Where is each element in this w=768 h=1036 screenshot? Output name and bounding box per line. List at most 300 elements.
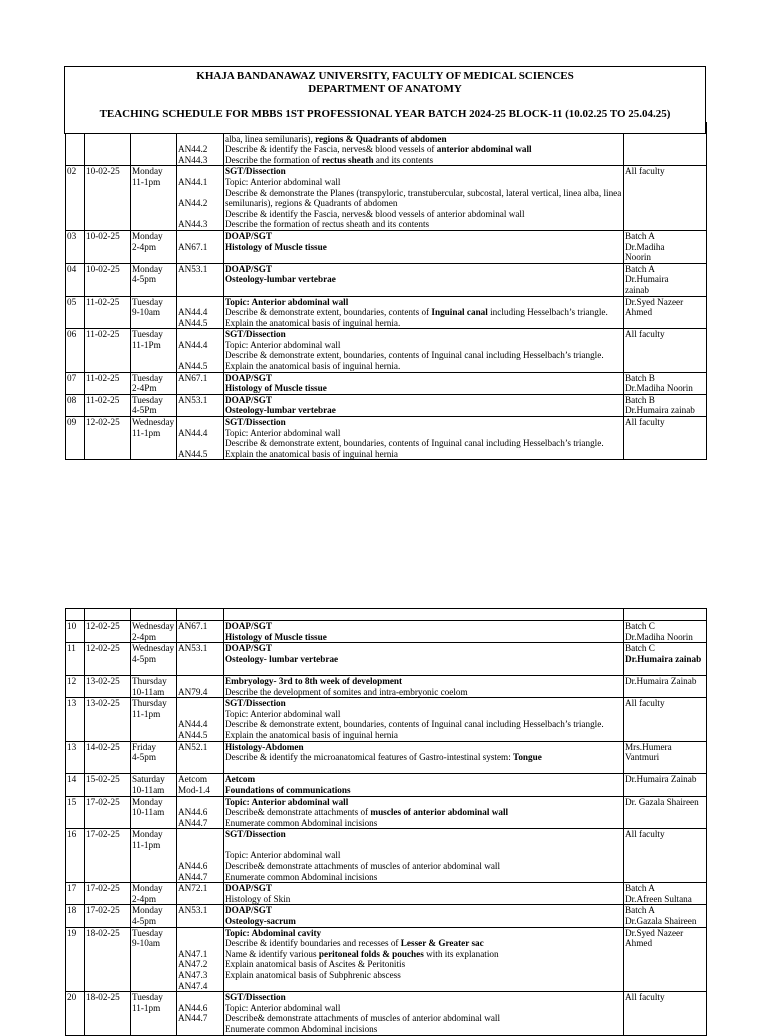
text-line	[625, 742, 705, 753]
text-run: Batch A	[625, 905, 655, 916]
text-line	[625, 938, 705, 949]
schedule-table-1	[65, 122, 707, 460]
row-number: 06	[66, 329, 85, 372]
text-line	[225, 329, 622, 340]
table-row	[66, 992, 707, 1035]
text-run: Dr.Afreen Sultana	[625, 893, 692, 904]
table-row	[66, 927, 707, 992]
text-line	[178, 307, 222, 318]
text-run: Dr.Humaira Zainab	[625, 774, 697, 785]
text-run: Histology of Muscle tissue	[225, 631, 327, 642]
text-line	[132, 992, 175, 1003]
text-line	[625, 928, 705, 939]
text-run: DOAP/SGT	[225, 643, 272, 654]
text-run: AN44.1	[178, 176, 208, 187]
text-run: All faculty	[625, 829, 665, 840]
topic-description	[224, 698, 624, 741]
faculty	[624, 230, 707, 263]
faculty	[624, 992, 707, 1035]
text-run: 11-1pm	[132, 708, 161, 719]
faculty	[624, 394, 707, 416]
text-run: Dr. Gazala Shaireen	[625, 796, 699, 807]
text-line	[625, 916, 705, 927]
text-line	[225, 970, 622, 981]
faculty	[624, 675, 707, 697]
text-line	[625, 417, 705, 428]
text-run: Describe& demonstrate attachments of muscles of anterior abdominal wall	[225, 1013, 501, 1024]
text-line	[225, 155, 622, 166]
text-run: Monday	[132, 166, 163, 177]
text-line	[225, 209, 622, 220]
table-row	[66, 829, 707, 883]
text-line	[625, 373, 705, 384]
text-run: AN72.1	[178, 883, 208, 894]
text-run: including Hesselbach’s triangle.	[487, 307, 608, 318]
competency-codes	[177, 905, 224, 927]
text-line	[225, 318, 622, 329]
text-run: Describe the development of somites and intra-embryonic coelom	[225, 686, 468, 697]
text-line	[132, 928, 175, 939]
competency-codes	[177, 774, 224, 796]
text-run: Vantmuri	[625, 752, 660, 763]
text-line	[178, 970, 222, 981]
text-run: Topic: Anterior abdominal wall	[225, 1002, 341, 1013]
row-day-time	[131, 643, 177, 676]
text-line	[178, 242, 222, 253]
row-date: 18-02-25	[85, 927, 131, 992]
faculty	[624, 741, 707, 774]
text-run: AN47.2	[178, 959, 208, 970]
text-line	[132, 797, 175, 808]
text-line	[225, 621, 622, 632]
text-run: Dr.Madiha Noorin	[625, 383, 693, 394]
text-run: Describe & demonstrate the Planes (transpyloric, transtubercular, subcostal, lateral vertical, linea alba, linea	[225, 187, 622, 198]
text-run: Tuesday	[132, 372, 163, 383]
text-run: DOAP/SGT	[225, 230, 272, 241]
text-run: Tuesday	[132, 329, 163, 340]
text-run: AN47.3	[178, 970, 208, 980]
table-row	[66, 643, 707, 676]
text-run: AN44.5	[178, 729, 208, 740]
table-row	[66, 166, 707, 231]
text-run: 11-1pm	[132, 839, 161, 850]
text-run: 10-11am	[132, 807, 165, 818]
table-row	[66, 621, 707, 643]
text-line	[625, 231, 705, 242]
department-name: DEPARTMENT OF ANATOMY	[308, 83, 462, 95]
text-line	[225, 850, 622, 861]
table-row	[66, 394, 707, 416]
competency-codes	[177, 296, 224, 329]
text-run: All faculty	[625, 417, 665, 428]
text-line	[225, 428, 622, 439]
text-run: AN44.7	[178, 1013, 208, 1024]
table-row	[66, 796, 707, 829]
text-run: DOAP/SGT	[225, 905, 272, 916]
competency-codes	[177, 166, 224, 231]
row-date: 11-02-25	[85, 296, 131, 329]
text-line	[178, 329, 222, 340]
row-day-time	[131, 296, 177, 329]
text-run: Aetcom	[225, 774, 256, 785]
text-line	[132, 785, 175, 796]
text-run: All faculty	[625, 329, 665, 340]
faculty	[624, 372, 707, 394]
text-run: Aetcom	[178, 774, 208, 785]
row-date: 14-02-25	[85, 741, 131, 774]
text-run: Tuesday	[132, 296, 163, 307]
text-run: Histology of Muscle tissue	[225, 241, 327, 252]
text-run: AN44.6	[178, 861, 208, 872]
text-run: Batch B	[625, 372, 655, 383]
text-run: alba, linea semilunaris),	[225, 133, 316, 144]
row-date: 11-02-25	[85, 394, 131, 416]
text-line	[225, 730, 622, 741]
text-run: AN44.3	[178, 154, 208, 165]
text-line	[225, 350, 622, 361]
text-line	[225, 219, 622, 230]
text-run: Batch A	[625, 883, 655, 894]
text-line	[132, 274, 175, 285]
text-run: 2-4pm	[132, 893, 156, 904]
topic-description	[224, 329, 624, 372]
text-line	[132, 654, 175, 665]
text-line	[178, 231, 222, 242]
text-line	[625, 829, 705, 840]
text-line	[625, 329, 705, 340]
text-line	[225, 872, 622, 883]
row-number: 09	[66, 417, 85, 460]
topic-description	[224, 263, 624, 296]
text-line	[625, 395, 705, 406]
text-line	[132, 621, 175, 632]
text-line	[225, 307, 622, 318]
text-line	[132, 297, 175, 308]
row-date: 13-02-25	[85, 675, 131, 697]
text-line	[178, 698, 222, 709]
text-run: Batch A	[625, 230, 655, 241]
text-line	[132, 938, 175, 949]
row-day-time	[131, 372, 177, 394]
text-line	[132, 676, 175, 687]
text-line	[178, 144, 222, 155]
text-run: AN53.1	[178, 394, 208, 405]
text-run: Enumerate common Abdominal incisions	[225, 1023, 378, 1034]
text-line	[178, 340, 222, 351]
row-number: 17	[66, 883, 85, 905]
text-run: Wednesday	[132, 621, 175, 631]
row-date: 18-02-25	[85, 992, 131, 1035]
text-line	[178, 1003, 222, 1014]
text-run: Saturday	[132, 774, 165, 785]
text-run: Describe & identify the Fascia, nerves& blood vessels of anterior abdominal wall	[225, 208, 525, 219]
text-line	[625, 883, 705, 894]
text-line	[225, 763, 622, 774]
row-number: 15	[66, 796, 85, 829]
text-line	[225, 177, 622, 188]
text-run: AN44.7	[178, 817, 208, 828]
text-line	[178, 883, 222, 894]
row-date: 17-02-25	[85, 905, 131, 927]
faculty	[624, 927, 707, 992]
text-line	[625, 894, 705, 905]
row-day-time	[131, 329, 177, 372]
text-line	[132, 709, 175, 720]
text-line	[178, 905, 222, 916]
row-number: 11	[66, 643, 85, 676]
text-line	[225, 632, 622, 643]
text-line	[132, 840, 175, 851]
faculty	[624, 774, 707, 796]
text-run: Noorin	[625, 252, 652, 263]
competency-codes	[177, 417, 224, 460]
text-line	[178, 850, 222, 861]
text-line	[625, 654, 705, 665]
text-run: Foundations of communications	[225, 784, 351, 795]
topic-description	[224, 166, 624, 231]
text-line	[625, 274, 705, 285]
text-run: All faculty	[625, 166, 665, 177]
text-run: Inguinal canal	[431, 307, 488, 318]
text-line	[625, 797, 705, 808]
text-run: Monday	[132, 263, 163, 274]
text-run: DOAP/SGT	[225, 263, 272, 274]
text-run: 4-5pm	[132, 916, 156, 927]
text-run: DOAP/SGT	[225, 621, 272, 631]
text-line	[178, 395, 222, 406]
text-line	[132, 829, 175, 840]
text-line	[225, 373, 622, 384]
row-day-time	[131, 992, 177, 1035]
text-line	[225, 643, 622, 654]
text-line	[225, 928, 622, 939]
text-line	[178, 438, 222, 449]
text-line	[132, 698, 175, 709]
text-line	[625, 752, 705, 763]
text-run: AN44.6	[178, 1002, 208, 1013]
text-run: Mod-1.4	[178, 784, 210, 795]
text-run: All faculty	[625, 992, 665, 1003]
competency-codes	[177, 621, 224, 643]
text-run: AN44.6	[178, 807, 208, 818]
row-day-time	[131, 883, 177, 905]
text-run: Monday	[132, 829, 163, 840]
text-run: Batch C	[625, 621, 655, 631]
text-line	[225, 242, 622, 253]
text-run: AN44.3	[178, 219, 208, 230]
text-line	[178, 676, 222, 687]
text-line	[178, 449, 222, 460]
text-run: rectus sheath	[321, 154, 374, 165]
text-line	[178, 177, 222, 188]
row-number: 07	[66, 372, 85, 394]
text-run: Histology-Abdomen	[225, 741, 304, 752]
text-line	[225, 231, 622, 242]
text-run: Osteology-sacrum	[225, 916, 296, 927]
row-date: 11-02-25	[85, 372, 131, 394]
row-number: 04	[66, 263, 85, 296]
text-run: Describe the formation of rectus sheath and its contents	[225, 219, 430, 230]
text-line	[225, 449, 622, 460]
text-run: Friday	[132, 741, 156, 752]
competency-codes	[177, 675, 224, 697]
text-line	[225, 297, 622, 308]
row-number: 19	[66, 927, 85, 992]
text-line	[178, 209, 222, 220]
text-run: Monday	[132, 230, 163, 241]
text-line	[178, 219, 222, 230]
faculty	[624, 417, 707, 460]
text-run: Describe & identify the microanatomical features of Gastro-intestinal system:	[225, 752, 514, 763]
text-run: Describe & identify the Fascia, nerves& blood vessels of	[225, 144, 437, 155]
text-line	[225, 698, 622, 709]
text-line	[178, 1013, 222, 1024]
text-run: Explain the anatomical basis of inguinal hernia	[225, 729, 398, 740]
text-run: AN44.4	[178, 307, 208, 318]
text-line	[225, 395, 622, 406]
text-run: Dr.Syed Nazeer	[625, 296, 684, 307]
text-line	[132, 752, 175, 763]
row-day-time	[131, 230, 177, 263]
text-line	[178, 687, 222, 698]
text-run: 11-1Pm	[132, 339, 161, 350]
text-run: Dr.Gazala Shaireen	[625, 916, 697, 927]
row-day-time	[131, 829, 177, 883]
competency-codes	[177, 329, 224, 372]
text-run: Thursday	[132, 698, 167, 709]
text-run: 4-5pm	[132, 274, 156, 285]
row-date: 15-02-25	[85, 774, 131, 796]
text-run: All faculty	[625, 698, 665, 709]
text-line	[132, 742, 175, 753]
row-number: 16	[66, 829, 85, 883]
text-run: Describe & demonstrate extent, boundaries, contents of Inguinal canal including Hesselbach’s triangle.	[225, 350, 604, 361]
topic-description	[224, 621, 624, 643]
text-run: 11-1pm	[132, 176, 161, 187]
text-line	[132, 687, 175, 698]
text-line	[178, 807, 222, 818]
faculty	[624, 643, 707, 676]
text-line	[132, 395, 175, 406]
text-line	[178, 730, 222, 741]
text-line	[178, 350, 222, 361]
competency-codes	[177, 992, 224, 1035]
text-run: 10-11am	[132, 784, 165, 795]
topic-description	[224, 905, 624, 927]
text-line	[225, 774, 622, 785]
text-line	[625, 643, 705, 654]
text-run: AN79.4	[178, 686, 208, 697]
text-run: Batch A	[625, 263, 655, 274]
text-run: AN53.1	[178, 905, 208, 916]
text-line	[225, 1003, 622, 1014]
text-line	[178, 872, 222, 883]
text-run: Topic: Anterior abdominal wall	[225, 339, 341, 350]
text-run: AN44.5	[178, 448, 208, 459]
text-line	[132, 1003, 175, 1014]
text-run: Dr.Humaira	[625, 274, 669, 285]
text-run: Topic: Abdominal cavity	[225, 927, 322, 938]
text-run: Tongue	[513, 752, 542, 763]
text-run: Wednesday	[132, 417, 175, 428]
text-line	[178, 428, 222, 439]
row-number: 13	[66, 698, 85, 741]
row-day-time	[131, 166, 177, 231]
text-run: Monday	[132, 796, 163, 807]
text-line	[225, 285, 622, 296]
text-line	[225, 709, 622, 720]
schedule-header	[64, 66, 706, 134]
topic-description	[224, 372, 624, 394]
text-run: Osteology- lumbar vertebrae	[225, 653, 339, 664]
text-line	[225, 949, 622, 960]
text-line	[225, 1024, 622, 1035]
competency-codes	[177, 741, 224, 774]
text-line	[132, 383, 175, 394]
text-line	[625, 242, 705, 253]
text-line	[178, 318, 222, 329]
text-line	[132, 916, 175, 927]
faculty	[624, 905, 707, 927]
text-line	[225, 785, 622, 796]
text-run: Dr.Humaira zainab	[625, 405, 695, 416]
text-line	[178, 928, 222, 939]
text-run: Tuesday	[132, 992, 163, 1003]
text-line	[625, 621, 705, 632]
text-run: Enumerate common Abdominal incisions	[225, 817, 378, 828]
topic-description	[224, 883, 624, 905]
text-run: Describe & identify boundaries and recesses of	[225, 938, 401, 949]
row-day-time	[131, 796, 177, 829]
text-run: SGT/Dissection	[225, 698, 286, 709]
text-line	[625, 285, 705, 296]
text-run: Explain anatomical basis of Ascites & Peritonitis	[225, 959, 406, 970]
text-run: AN53.1	[178, 643, 208, 654]
text-run: Name & identify various	[225, 948, 319, 959]
text-run: zainab	[625, 284, 649, 295]
text-run: AN44.2	[178, 144, 208, 155]
table-row	[66, 417, 707, 460]
text-line	[132, 329, 175, 340]
text-line	[225, 719, 622, 730]
text-run: Dr.Syed Nazeer	[625, 927, 684, 938]
text-line	[225, 905, 622, 916]
text-line	[178, 264, 222, 275]
text-run: Describe & demonstrate extent, boundaries, contents of Inguinal canal including Hesselbach’s triangle.	[225, 719, 604, 730]
text-line	[225, 752, 622, 763]
text-run: Tuesday	[132, 394, 163, 405]
text-line	[225, 383, 622, 394]
text-line	[178, 188, 222, 199]
competency-codes	[177, 230, 224, 263]
row-day-time	[131, 263, 177, 296]
text-run: AN44.4	[178, 339, 208, 350]
text-run: DOAP/SGT	[225, 883, 272, 894]
row-number: 13	[66, 741, 85, 774]
text-run: Batch B	[625, 394, 655, 405]
text-run: Explain the anatomical basis of inguinal hernia	[225, 448, 398, 459]
text-line	[225, 438, 622, 449]
text-line	[132, 405, 175, 416]
text-run: DOAP/SGT	[225, 394, 272, 405]
row-date: 12-02-25	[85, 417, 131, 460]
text-run: AN44.2	[178, 198, 208, 209]
text-line	[132, 894, 175, 905]
text-line	[625, 297, 705, 308]
text-run: anterior abdominal wall	[436, 144, 532, 155]
text-line	[225, 938, 622, 949]
row-day-time	[131, 774, 177, 796]
